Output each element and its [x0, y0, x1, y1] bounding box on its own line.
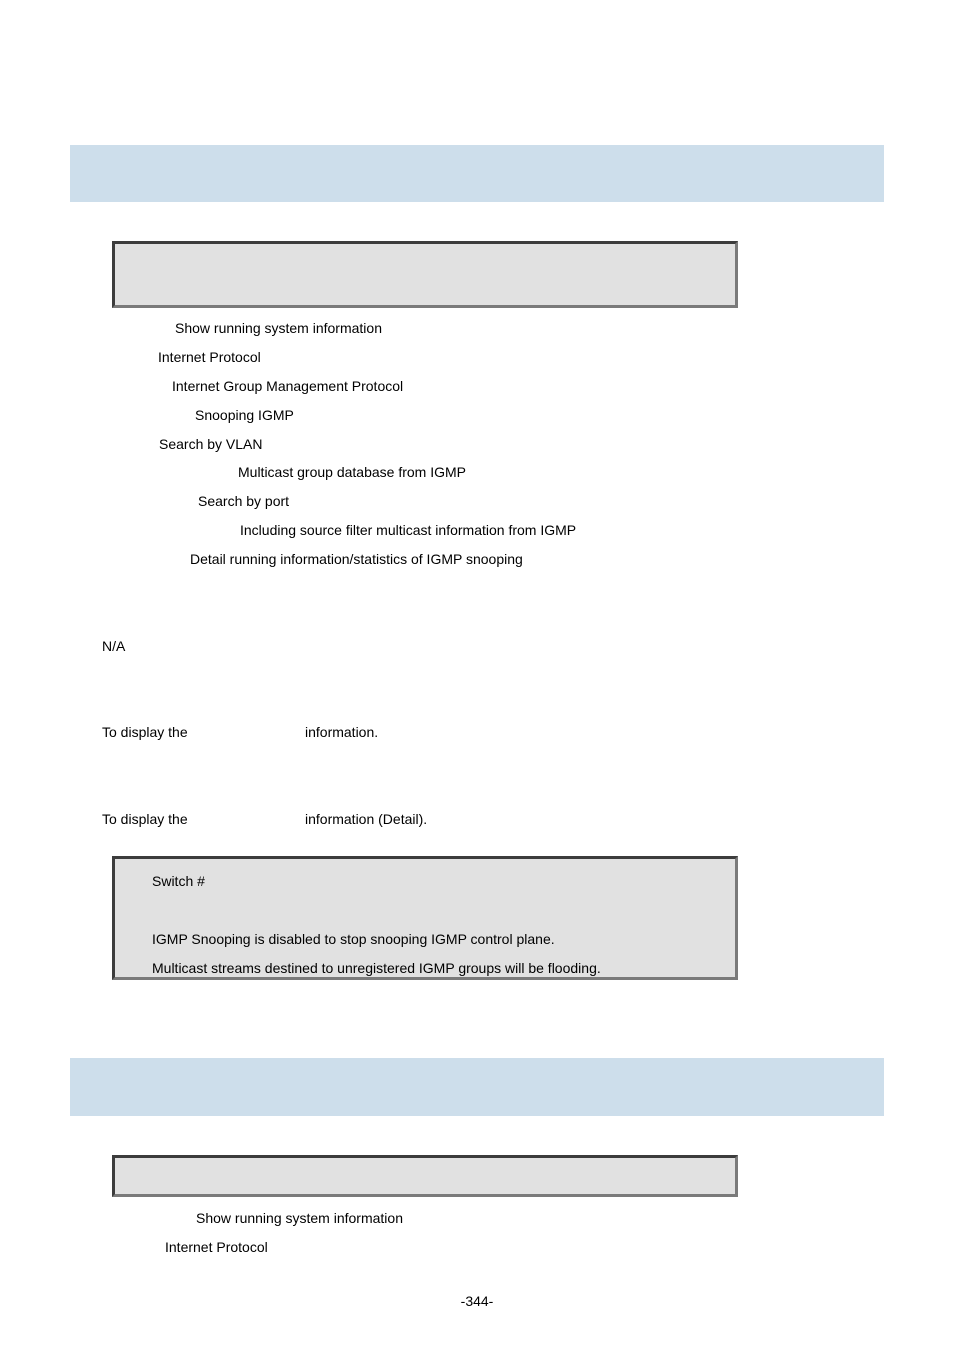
usage-1-suffix: information. — [305, 724, 379, 740]
param-mrouter-desc: Multicast group database from IGMP — [238, 464, 466, 480]
default-value: N/A — [102, 638, 126, 654]
syntax-box — [112, 241, 738, 308]
param-detail-desc: Detail running information/statistics of IGMP snooping — [190, 551, 523, 567]
param-ip-desc: Internet Protocol — [158, 349, 261, 365]
param-igmp-desc: Internet Group Management Protocol — [172, 378, 404, 394]
param-ip-desc-2: Internet Protocol — [165, 1239, 268, 1255]
param-source-filter-desc: Including source filter multicast information from IGMP — [240, 522, 577, 538]
usage-1-prefix: To display the — [102, 724, 188, 740]
param-show-desc-2: Show running system information — [196, 1210, 403, 1226]
section-header-band — [70, 145, 884, 202]
section-header-band-2 — [70, 1058, 884, 1116]
example-output-line-1: IGMP Snooping is disabled to stop snooping IGMP control plane. — [152, 931, 555, 947]
param-show-desc: Show running system information — [175, 320, 382, 336]
syntax-box-2 — [112, 1155, 738, 1197]
param-vlan-desc: Search by VLAN — [159, 436, 263, 452]
usage-2-suffix: information (Detail). — [305, 811, 428, 827]
page-number: -344- — [460, 1293, 494, 1309]
param-port-desc: Search by port — [198, 493, 290, 509]
example-output-line-2: Multicast streams destined to unregistered IGMP groups will be flooding. — [152, 960, 601, 976]
param-snooping-desc: Snooping IGMP — [195, 407, 294, 423]
example-prompt: Switch # — [152, 873, 205, 889]
usage-2-prefix: To display the — [102, 811, 188, 827]
